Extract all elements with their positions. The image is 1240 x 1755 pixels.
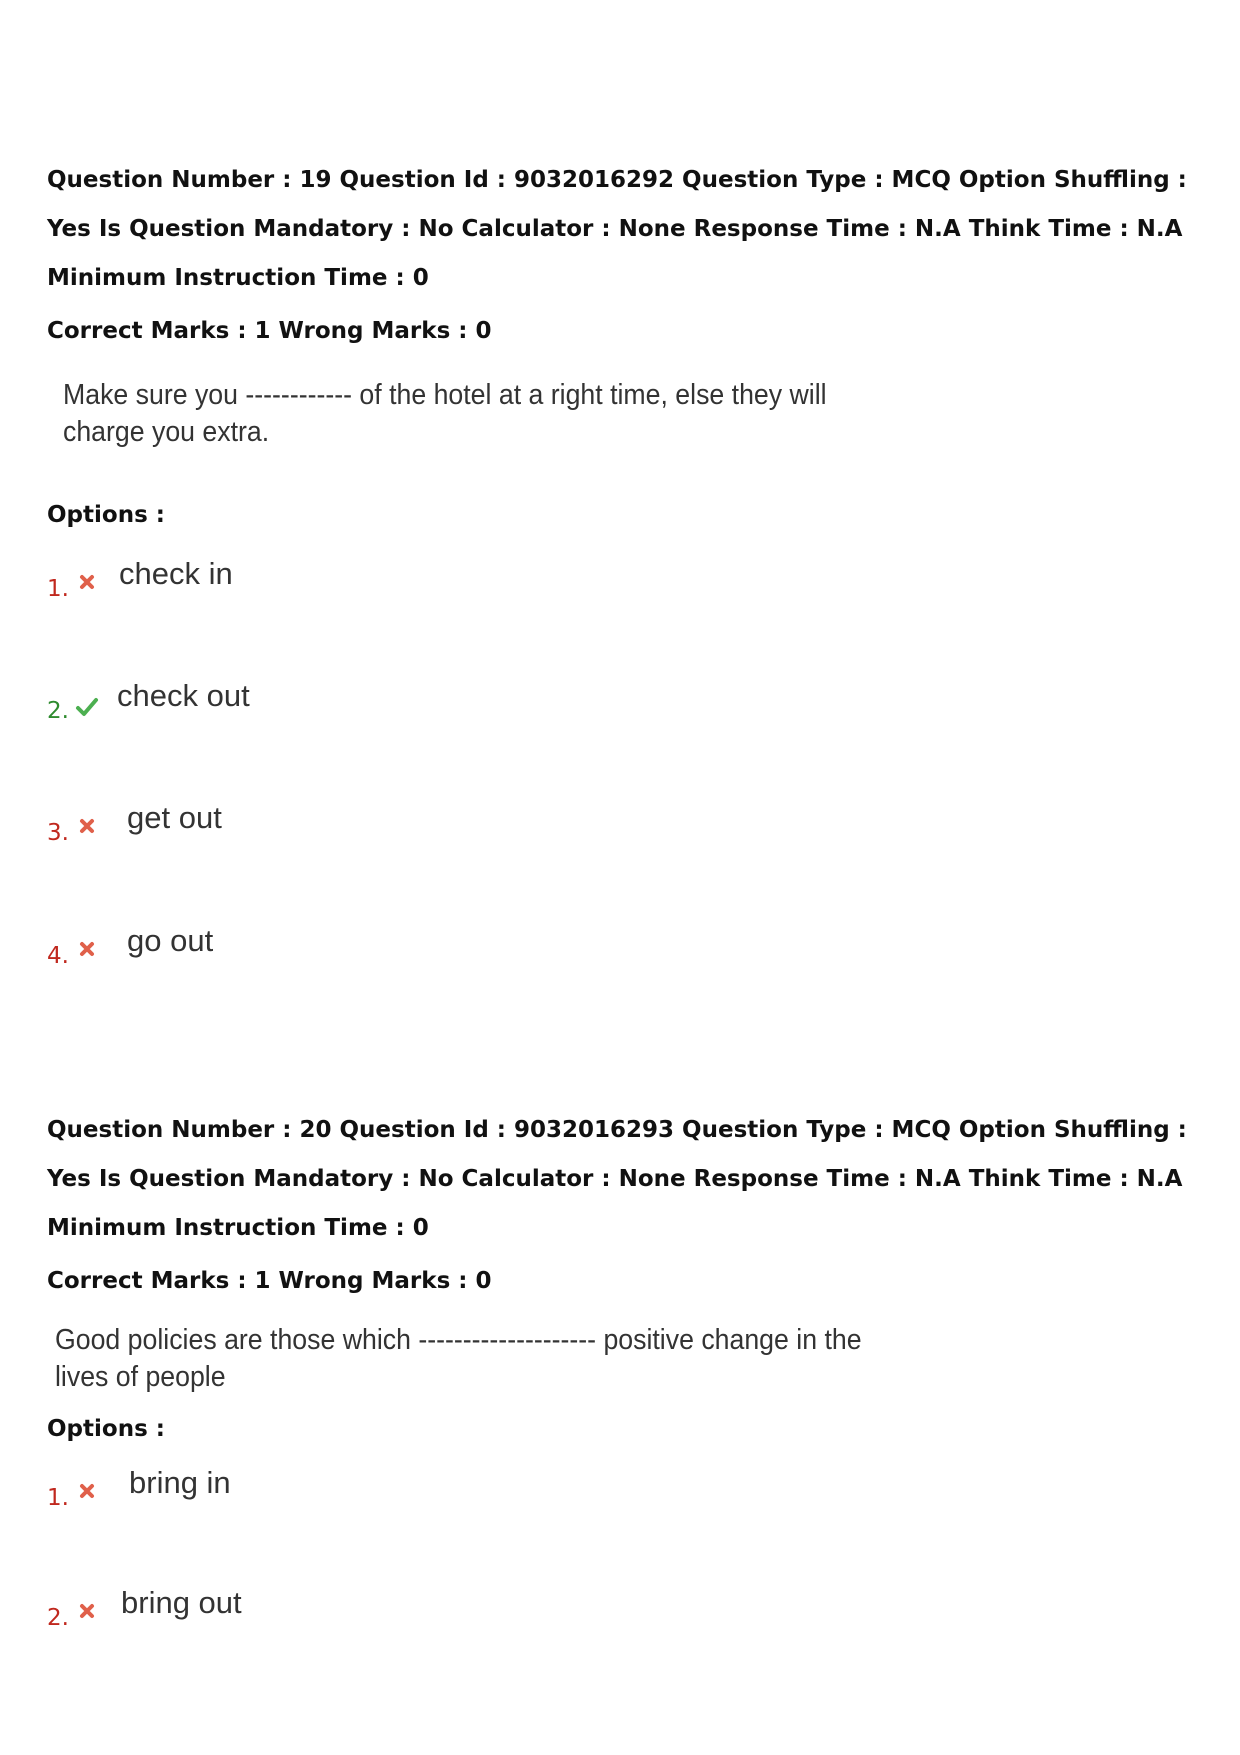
option-number: 2.	[47, 1605, 69, 1631]
option-item	[47, 1465, 447, 1525]
option-item	[47, 923, 447, 983]
cross-icon	[77, 939, 97, 959]
options-label: Options :	[47, 502, 165, 528]
option-number: 4.	[47, 943, 69, 969]
option-number: 2.	[47, 698, 69, 724]
option-item	[47, 678, 447, 738]
option-text: check out	[117, 678, 250, 713]
option-item	[47, 800, 447, 860]
option-text: bring out	[121, 1585, 242, 1620]
option-text: get out	[127, 800, 222, 835]
cross-icon	[77, 572, 97, 592]
option-item	[47, 556, 447, 616]
question-marks: Correct Marks : 1 Wrong Marks : 0	[47, 1268, 492, 1294]
check-icon	[75, 696, 99, 718]
options-label: Options :	[47, 1416, 165, 1442]
option-number: 3.	[47, 820, 69, 846]
question-meta: Question Number : 19 Question Id : 9032016292 Question Type : MCQ Option Shuffling : Yes Is Question Mandatory : No Calculator : None Response Time : N.A Think Time : N.A Minimum Instruction Time : 0	[47, 167, 1187, 291]
option-number: 1.	[47, 1485, 69, 1511]
option-text: go out	[127, 923, 214, 958]
question-meta: Question Number : 20 Question Id : 9032016293 Question Type : MCQ Option Shuffling : Yes Is Question Mandatory : No Calculator : None Response Time : N.A Think Time : N.A Minimum Instruction Time : 0	[47, 1117, 1187, 1241]
cross-icon	[77, 1481, 97, 1501]
question-text: Good policies are those which -------------------- positive change in the lives of people	[55, 1324, 862, 1393]
option-item	[47, 1585, 447, 1645]
option-text: bring in	[129, 1465, 231, 1500]
question-marks: Correct Marks : 1 Wrong Marks : 0	[47, 318, 492, 344]
question-text: Make sure you ------------ of the hotel at a right time, else they will charge you extra.	[63, 379, 827, 448]
cross-icon	[77, 816, 97, 836]
option-text: check in	[119, 556, 233, 591]
option-number: 1.	[47, 576, 69, 602]
cross-icon	[77, 1601, 97, 1621]
